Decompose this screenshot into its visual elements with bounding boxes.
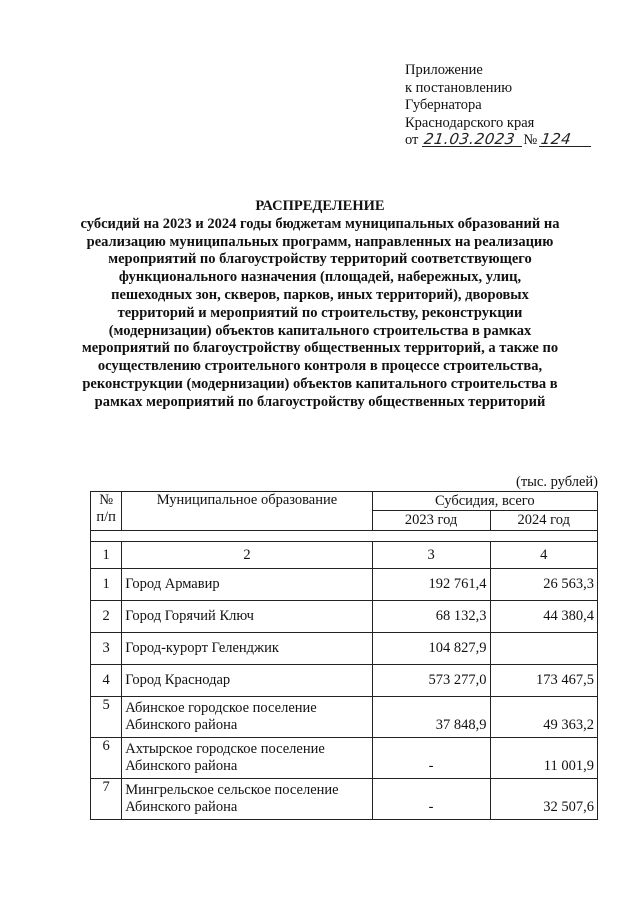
table-gap xyxy=(91,531,598,542)
header-year-2023: 2023 год xyxy=(372,511,490,531)
appendix-line-3: Губернатора xyxy=(405,97,482,113)
table-row xyxy=(91,633,598,665)
handwritten-date: 21.03.2023 xyxy=(422,132,524,147)
row-no: 2 xyxy=(91,601,122,633)
row-2024: 32 507,6 xyxy=(490,779,597,820)
column-number: 2 xyxy=(122,542,372,569)
row-no: 7 xyxy=(91,779,122,820)
document-title xyxy=(80,198,560,412)
header-year-2024: 2024 год xyxy=(490,511,597,531)
row-2023: 68 132,3 xyxy=(372,601,490,633)
row-no: 6 xyxy=(91,738,122,779)
appendix-line-2: к постановлению xyxy=(405,79,513,96)
row-no: 3 xyxy=(91,633,122,665)
row-name: Ахтырское городское поселение Абинского района xyxy=(122,738,372,779)
column-number: 4 xyxy=(490,542,597,569)
row-name: Город Армавир xyxy=(122,569,372,601)
row-2023: 37 848,9 xyxy=(372,697,490,738)
row-2023: 573 277,0 xyxy=(372,665,490,697)
row-no: 1 xyxy=(91,569,122,601)
table-row xyxy=(91,601,598,633)
handwritten-number: 124 xyxy=(539,132,593,147)
row-2023: - xyxy=(372,738,490,779)
row-2024: 49 363,2 xyxy=(490,697,597,738)
row-2024: 26 563,3 xyxy=(490,569,597,601)
row-2023: 192 761,4 xyxy=(372,569,490,601)
row-name: Город Краснодар xyxy=(122,665,372,697)
header-no: № п/п xyxy=(91,492,122,531)
appendix-line-4: Краснодарского края xyxy=(405,114,535,131)
header-subsidy-total: Субсидия, всего xyxy=(372,492,597,511)
subsidy-table xyxy=(90,491,598,820)
column-number: 3 xyxy=(372,542,490,569)
row-2023: - xyxy=(372,779,490,820)
row-name: Город-курорт Геленджик xyxy=(122,633,372,665)
row-no: 5 xyxy=(91,697,122,738)
table-row xyxy=(91,569,598,601)
row-name: Абинское городское поселение Абинского района xyxy=(122,697,372,738)
appendix-date-line xyxy=(405,132,635,150)
column-number: 1 xyxy=(91,542,122,569)
appendix-block xyxy=(405,62,635,150)
header-municipality: Муниципальное образование xyxy=(122,492,372,531)
table-row xyxy=(91,665,598,697)
title-body: субсидий на 2023 и 2024 годы бюджетам муниципальных образований на реализацию муниципальных программ, направленных на реализацию мероприятий по благоустройству территорий соответствующего функционального назначения (площадей, набережных, улиц, пешеходных зон, скверов, парков, иных территорий), дворовых территорий и мероприятий по строительству, реконструкции (модернизации) объектов капитального строительства в рамках мероприятий по благоустройству общественных территорий, а также по осуществлению строительного контроля в процессе строительства, реконструкции (модернизации) объектов капитального строительства в рамках мероприятий по благоустройству общественных территорий xyxy=(80,215,560,410)
table-row xyxy=(91,697,598,738)
title-heading: РАСПРЕДЕЛЕНИЕ xyxy=(255,198,385,214)
appendix-line-1: Приложение xyxy=(405,62,483,78)
units-label: (тыс. рублей) xyxy=(516,474,598,490)
row-2023: 104 827,9 xyxy=(372,633,490,665)
number-label: № xyxy=(523,132,538,148)
table-row xyxy=(91,738,598,779)
row-name: Город Горячий Ключ xyxy=(122,601,372,633)
row-2024: 11 001,9 xyxy=(490,738,597,779)
row-name: Мингрельское сельское поселение Абинского района xyxy=(122,779,372,820)
row-no: 4 xyxy=(91,665,122,697)
row-2024 xyxy=(490,633,597,665)
table-row xyxy=(91,779,598,820)
row-2024: 173 467,5 xyxy=(490,665,597,697)
table-header-row xyxy=(91,492,598,511)
row-2024: 44 380,4 xyxy=(490,601,597,633)
from-label: от xyxy=(405,132,419,148)
column-number-row xyxy=(91,542,598,569)
